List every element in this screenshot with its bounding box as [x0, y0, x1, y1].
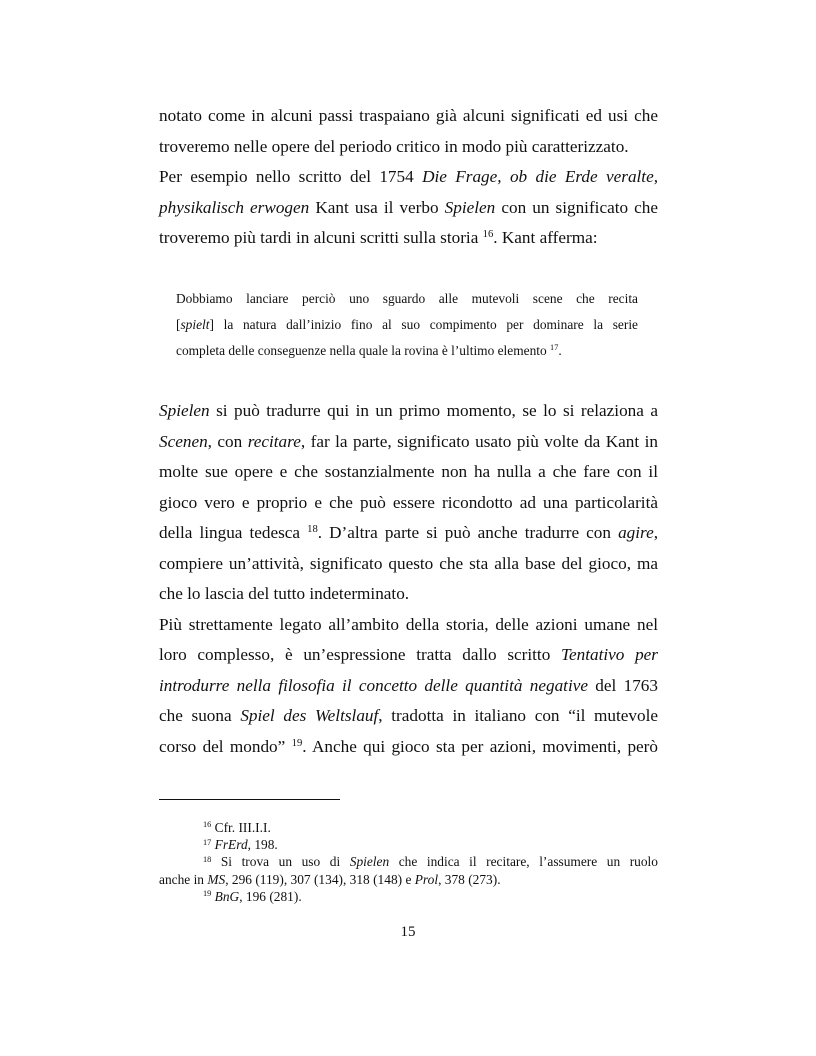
- page-number: 15: [400, 924, 416, 940]
- footnote-ref-17: 17: [550, 343, 559, 353]
- footnote-ref-19: 19: [291, 737, 303, 749]
- footnote-18-cont: anche in MS, 296 (119), 307 (134), 318 (148) e Prol, 378 (273).: [159, 871, 501, 887]
- text-line: troveremo nelle opere del periodo critico in modo più caratterizzato.: [159, 136, 629, 156]
- text-line: corso del mondo” $^{19}$. Anche qui gioco sta per azioni, movimenti, però: [159, 736, 658, 756]
- text-line: della lingua tedesca $^{18}$. D’altra parte si può anche tradurre con agire,: [159, 523, 659, 542]
- text-line: loro complesso, è un’espressione tratta dallo scritto Tentativo per: [159, 645, 658, 664]
- quote-line: Dobbiamo lanciare perciò uno sguardo alle mutevoli scene che recita: [176, 291, 638, 306]
- text-line: introdurre nella filosofia il concetto delle quantità negative del 1763: [159, 675, 658, 695]
- text-line: Spielen si può tradurre qui in un primo momento, se lo si relaziona a: [159, 401, 658, 420]
- paragraph-spielen: [159, 396, 658, 762]
- footnotes: [159, 819, 658, 905]
- footnote-separator: [159, 799, 340, 800]
- text-line: Scenen, con recitare, far la parte, significato usato più volte da Kant in: [159, 431, 658, 451]
- text-line: Per esempio nello scritto del 1754 Die Frage, ob die Erde veralte,: [159, 167, 659, 186]
- text-line: che suona Spiel des Weltslauf, tradotta in italiano con “il mutevole: [159, 706, 659, 725]
- footnote-18: $^{18}$ Si trova un uso di Spielen che indica il recitare, l’assumere un ruolo: [203, 854, 658, 870]
- text-line: troveremo più tardi in alcuni scritti sulla storia $^{16}$. Kant afferma:: [159, 228, 598, 247]
- text-line: gioco vero e proprio e che può essere ricondotto ad una particolarità: [159, 492, 658, 512]
- text-line: physikalisch erwogen Kant usa il verbo Spielen con un significato che: [159, 197, 658, 217]
- text-line: compiere un’attività, significato questo che sta alla base del gioco, ma: [159, 553, 658, 573]
- footnote-19: $^{19}$ BnG, 196 (281).: [203, 888, 302, 904]
- footnote-17: $^{17}$ FrErd, 198.: [203, 837, 278, 853]
- text-line: notato come in alcuni passi traspaiano già alcuni significati ed usi che: [159, 106, 658, 125]
- footnote-ref-16: 16: [482, 229, 494, 241]
- quote-line: completa delle conseguenze nella quale la rovina è l’ultimo elemento $^{17}$.: [176, 343, 562, 358]
- text-line: molte sue opere e che sostanzialmente non ha nulla a che fare con il: [159, 462, 658, 481]
- text-line: che lo lascia del tutto indeterminato.: [159, 584, 410, 603]
- quote-line: [spielt] la natura dall’inizio fino al suo compimento per dominare la serie: [176, 317, 638, 332]
- footnote-ref-18: 18: [307, 524, 318, 536]
- block-quote: [176, 286, 638, 364]
- footnote-16: $^{16}$ Cfr. III.I.I.: [203, 820, 271, 835]
- text-line: Più strettamente legato all’ambito della storia, delle azioni umane nel: [159, 614, 658, 634]
- paragraph-intro: [159, 101, 658, 254]
